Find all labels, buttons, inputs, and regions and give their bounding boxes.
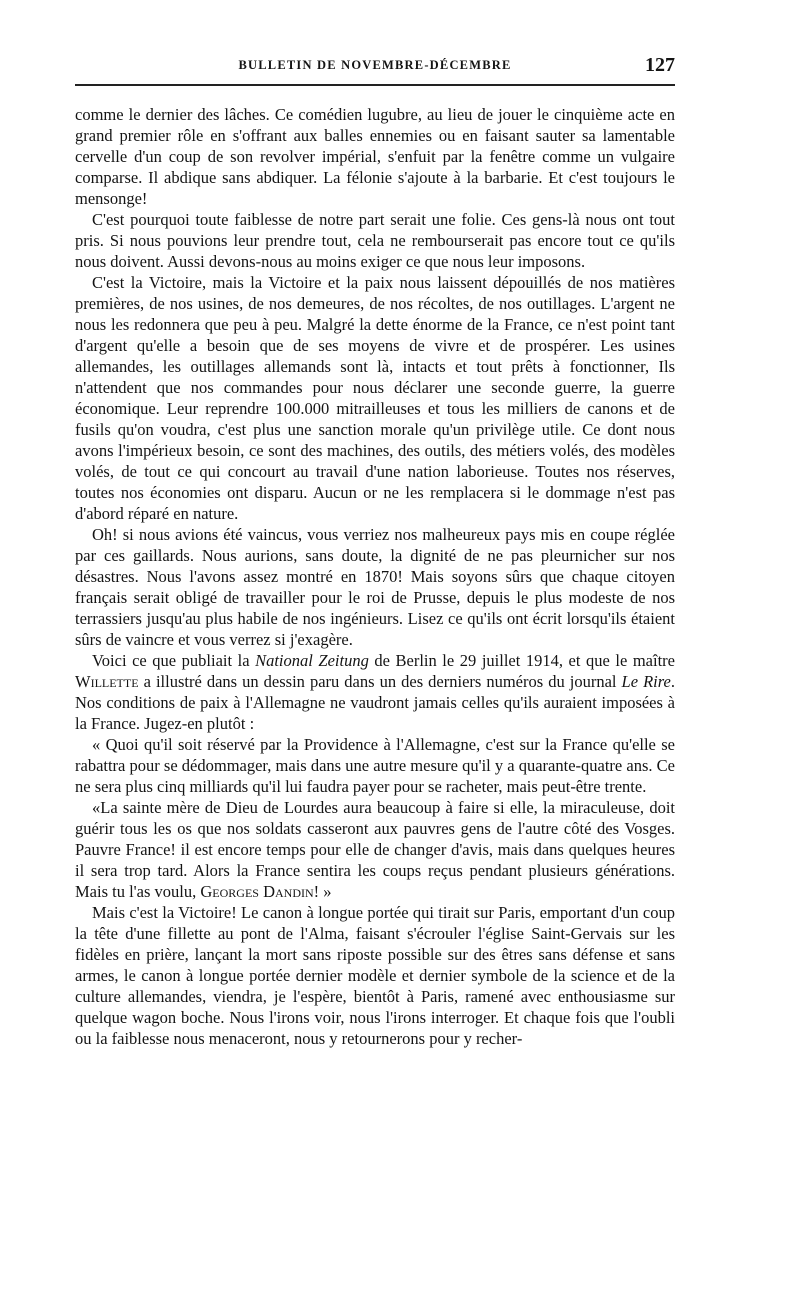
character-name: Georges Dandin — [200, 882, 314, 901]
page-number: 127 — [645, 54, 675, 76]
text-run: de Berlin le 29 juillet 1914, et que le maître — [368, 651, 675, 670]
header-rule — [75, 84, 675, 86]
body-text — [75, 104, 675, 1049]
journal-title: Le Rire — [621, 672, 671, 691]
paragraph: Oh! si nous avions été vaincus, vous verriez nos malheureux pays mis en coupe réglée par ces gaillards. Nous aurions, sans doute, la dignité de ne pas pleurnicher sur nos désastres. Nous l'avons assez montré en 1870! Mais soyons sûrs que chaque citoyen français serait obligé de travailler pour le roi de Prusse, depuis le plus modeste de nos terrassiers jusqu'au plus habile de nos ingénieurs. Lisez ce qu'ils ont écrit lorsqu'ils étaient sûrs de vaincre et vous verrez si j'exagère. — [75, 525, 675, 649]
quote-paragraph: « Quoi qu'il soit réservé par la Providence à l'Allemagne, c'est sur la France qu'elle se rabattra pour se dédommager, mais dans une autre mesure qu'il y a quarante-quatre ans. Ce ne sera plus cinq milliards qu'il lui faudra payer pour se racheter, mais peut-être trente. — [75, 735, 675, 796]
text-run: . Nos conditions de paix à l'Allemagne ne vaudront jamais celles qu'ils auraient imposées à la France. Jugez-en plutôt : — [75, 672, 676, 733]
text-run: a illustré dans un dessin paru dans un des derniers numéros du journal — [138, 672, 622, 691]
newspaper-title: National Zeitung — [255, 651, 369, 670]
paragraph: Mais c'est la Victoire! Le canon à longue portée qui tirait sur Paris, emportant d'un coup la tête d'une fillette au pont de l'Alma, faisant s'écrouler l'église Saint-Gervais sur les fidèles en prière, lançant la mort sans riposte possible sur des êtres sans défense et sans armes, le canon à longue portée dernier modèle et dernier symbole de la science et de la culture allemandes, viendra, je l'espère, bientôt à Paris, ramené avec enthousiasme sur quelque wagon boche. Nous l'irons voir, nous l'irons interroger. Et chaque fois que l'oubli ou la faiblesse nous menaceront, nous y retournerons pour y recher- — [75, 903, 675, 1048]
text-run: Voici ce que publiait la — [92, 651, 256, 670]
text-run: «La sainte mère de Dieu de Lourdes aura beaucoup à faire si elle, la miraculeuse, doit guérir tous les os que nos soldats casseront aux pauvres gens de l'autre côté des Vosges. Pauvre France! il est encore temps pour elle de changer d'avis, mais dans quelques heures il sera trop tard. Alors la France sentira les coups reçus pendant plusieurs générations. Mais tu l'as voulu, — [75, 798, 675, 901]
paragraph: C'est pourquoi toute faiblesse de notre part serait une folie. Ces gens-là nous ont tout pris. Si nous pouvions leur prendre tout, cela ne rembourserait pas encore tout ce qu'ils nous doivent. Aussi devons-nous au moins exiger ce que nous leur imposons. — [75, 210, 675, 271]
running-head — [75, 54, 675, 80]
header-title: BULLETIN DE NOVEMBRE-DÉCEMBRE — [238, 58, 512, 72]
paragraph — [75, 650, 675, 734]
paragraph: C'est la Victoire, mais la Victoire et la paix nous laissent dépouillés de nos matières premières, de nos usines, de nos demeures, de nos récoltes, de nos outillages. L'argent ne nous les redonnera que peu à peu. Malgré la dette énorme de la France, ce n'est point tant d'argent qu'elle a besoin que de ses moyens de vivre et de prospérer. Les usines allemandes, les outillages allemands sont là, intacts et tout prêts à fonctionner, Ils n'attendent que nos commandes pour nous déclarer une seconde guerre, la guerre économique. Leur reprendre 100.000 mitrailleuses et tous les milliers de canons et de fusils qu'on voudra, c'est plus une sanction morale qu'un privilège utile. Ce dont nous avons l'impérieux besoin, ce sont des machines, des outils, des métiers volés, des modèles volés, de tout ce qui concourt au travail d'une nation laborieuse. Toutes nos réserves, toutes nos économies ont disparu. Aucun or ne les remplacera si le dommage n'est pas d'abord réparé en nature. — [75, 273, 675, 523]
paragraph: comme le dernier des lâches. Ce comédien lugubre, au lieu de jouer le cinquième acte en grand premier rôle en s'offrant aux balles ennemies ou en faisant sauter sa lamentable cervelle d'un coup de son revolver impérial, s'enfuit par la fenêtre comme un vulgaire comparse. Il abdique sans abdiquer. La félonie s'ajoute à la barbarie. Et c'est toujours le mensonge! — [75, 105, 675, 208]
author-name: Willette — [75, 672, 139, 691]
quote-paragraph — [75, 797, 675, 902]
text-run: ! » — [313, 882, 332, 901]
